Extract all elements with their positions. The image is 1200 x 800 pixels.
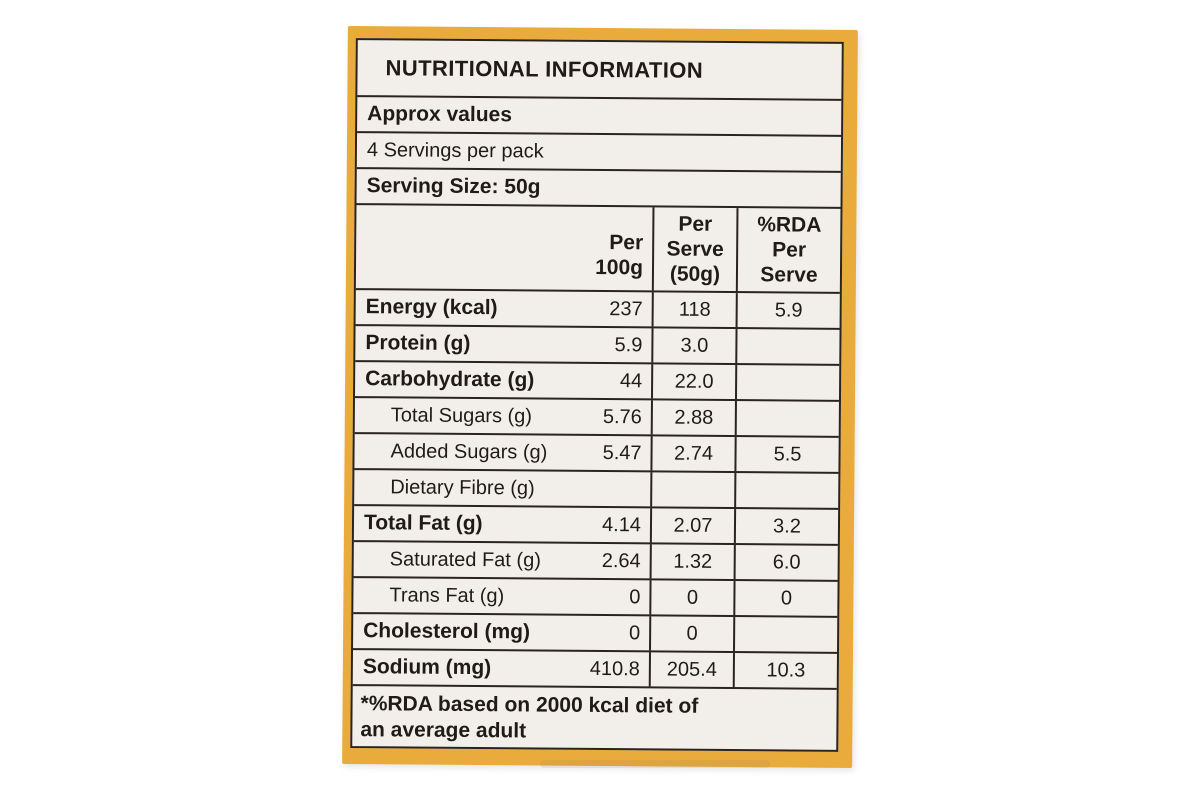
value-per-serve: 0 — [686, 622, 698, 645]
value-per-serve: 0 — [686, 586, 699, 609]
nutrient-name: Cholesterol (mg) — [363, 619, 531, 644]
panel-title — [357, 40, 841, 101]
table-header-row — [356, 205, 841, 294]
value-per-100g: 5.9 — [614, 333, 643, 356]
header-per-serve: Per Serve (50g) — [652, 207, 737, 291]
nutrient-name: Protein (g) — [365, 331, 471, 355]
value-per-serve: 2.74 — [674, 442, 714, 465]
nutrient-name: Trans Fat (g) — [389, 583, 505, 607]
serving-size-text: Serving Size: 50g — [366, 174, 541, 199]
value-per-serve: 2.07 — [673, 514, 713, 537]
value-per-serve: 1.32 — [673, 550, 713, 573]
nutrient-row-total-fat — [354, 506, 838, 546]
value-rda: 6.0 — [772, 550, 801, 574]
header-rda-per-serve: %RDA Per Serve — [736, 208, 841, 292]
rda-footnote-line2: an average adult — [360, 718, 527, 743]
value-per-100g: 237 — [609, 297, 643, 320]
nutrient-name: Sodium (mg) — [362, 655, 492, 680]
nutrient-row-total-sugars — [355, 398, 839, 438]
package-yellow-edge — [342, 26, 858, 768]
value-per-100g: 5.47 — [602, 441, 642, 464]
panel-title-text: NUTRITIONAL INFORMATION — [385, 54, 704, 83]
value-per-100g: 4.14 — [601, 513, 642, 536]
rda-footnote-line1: *%RDA based on 2000 kcal diet of — [360, 692, 699, 718]
nutrient-name: Total Fat (g) — [363, 511, 483, 536]
nutrient-name: Added Sugars (g) — [390, 439, 548, 464]
nutrient-row-sodium — [353, 650, 837, 690]
rda-footnote — [352, 686, 836, 750]
value-rda: 5.9 — [774, 298, 803, 322]
serving-size-row — [356, 169, 840, 209]
value-per-100g: 2.64 — [601, 549, 641, 572]
value-rda: 0 — [780, 586, 793, 610]
nutrient-name: Carbohydrate (g) — [365, 367, 535, 392]
value-per-serve: 205.4 — [666, 658, 717, 681]
approx-values-text: Approx values — [367, 102, 513, 127]
value-per-100g: 44 — [619, 369, 643, 392]
approx-values-row — [357, 97, 841, 137]
nutrient-name: Dietary Fibre (g) — [390, 475, 535, 499]
package-crease-mark — [540, 760, 770, 768]
value-rda: 5.5 — [773, 442, 802, 466]
value-rda: 3.2 — [773, 514, 801, 538]
nutrient-row-carbohydrate — [355, 362, 839, 402]
nutrient-row-protein — [355, 326, 839, 366]
value-per-100g: 5.76 — [602, 405, 642, 428]
value-per-serve: 118 — [678, 298, 711, 321]
value-per-serve: 22.0 — [674, 370, 714, 393]
value-per-100g: 410.8 — [589, 657, 640, 680]
value-per-100g: 0 — [628, 621, 641, 644]
nutrient-row-saturated-fat — [354, 542, 838, 582]
nutrient-name: Saturated Fat (g) — [389, 547, 541, 572]
value-per-serve: 3.0 — [680, 334, 709, 357]
nutrient-row-trans-fat — [353, 578, 837, 618]
value-rda: 10.3 — [766, 658, 806, 682]
value-per-100g: 0 — [629, 585, 641, 608]
value-per-serve: 2.88 — [674, 406, 714, 429]
nutrient-name: Total Sugars (g) — [390, 403, 533, 427]
nutrient-row-added-sugars — [354, 434, 838, 474]
nutrition-panel — [350, 38, 844, 752]
nutrient-name: Energy (kcal) — [365, 295, 498, 320]
servings-per-pack-row — [357, 133, 841, 173]
nutrient-row-cholesterol — [353, 614, 837, 654]
servings-per-pack-text: 4 Servings per pack — [366, 138, 544, 163]
nutrient-row-energy — [356, 290, 840, 330]
header-per-100g: Per 100g — [595, 230, 644, 279]
nutrient-row-dietary-fibre — [354, 470, 838, 510]
